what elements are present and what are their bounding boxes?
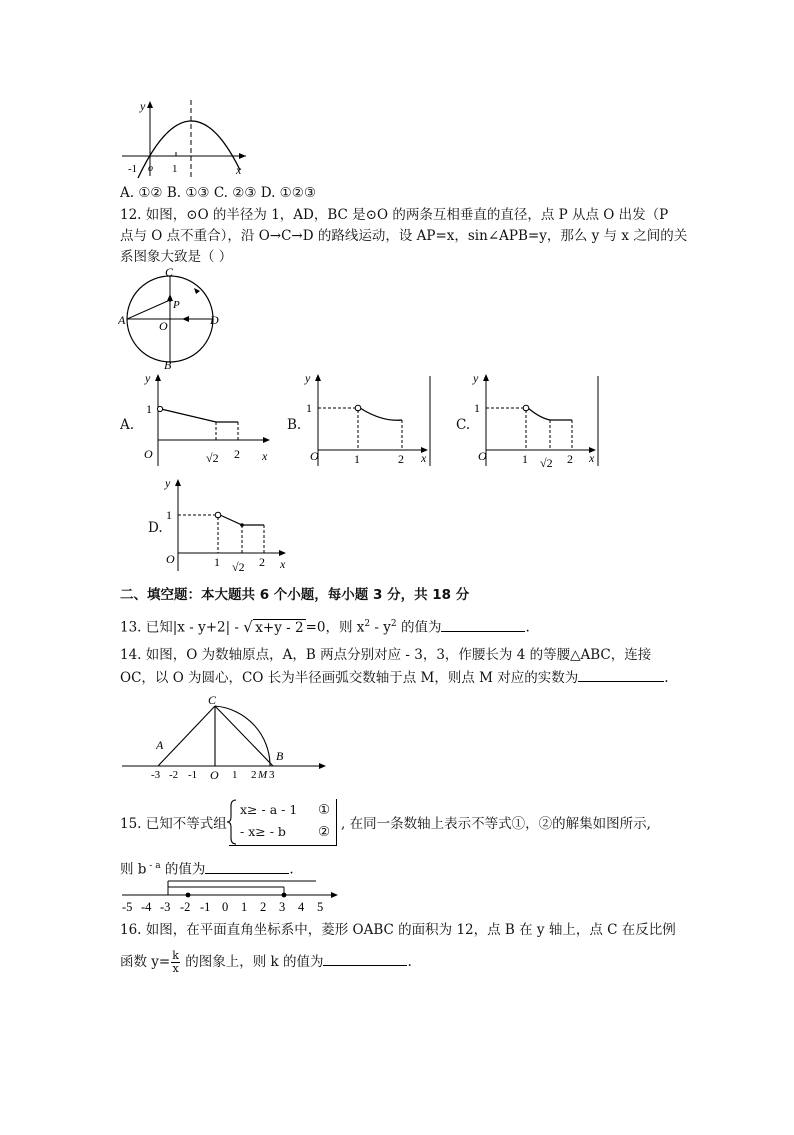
q13-sup2: 2: [390, 619, 397, 629]
q14-line2: [120, 667, 669, 688]
q11-tick-1: 1: [172, 163, 178, 175]
q14-label-C: C: [208, 693, 217, 707]
q12-A-one: 1: [146, 402, 152, 416]
q14-tick-2: 2: [251, 769, 257, 781]
q12-B-y: y: [305, 371, 311, 385]
q15-number-line: [118, 877, 343, 917]
section2-heading: 二、填空题：本大题共 6 个小题，每小题 3 分，共 18 分: [120, 587, 470, 603]
q13-sqrt: √ x+y - 2: [243, 617, 304, 636]
q12-A-x: x: [262, 449, 268, 463]
q11-origin: o: [148, 163, 153, 174]
q12-choice-B-graph: [300, 370, 440, 470]
q12-label-O: O: [159, 319, 168, 333]
q13-pre: 13. 已知|x - y+2| -: [120, 619, 244, 636]
q15-axis-2: 2: [260, 900, 267, 914]
q14-tick--3: -3: [151, 769, 161, 781]
q13-mid2: - y: [370, 619, 391, 636]
q15-c2: ②: [318, 824, 331, 840]
q15-axis-0: 0: [222, 900, 229, 914]
q16-end: .: [407, 954, 412, 970]
q12-D-one: 1: [166, 508, 172, 522]
q12-line2: 点与 O 点不重合），沿 O→C→D 的路线运动，设 AP=x，sin∠APB=y，那么 y 与 x 之间的关: [120, 228, 688, 244]
q16-answer-blank[interactable]: [323, 951, 407, 966]
q13-end: .: [525, 619, 530, 636]
q12-D-O: O: [166, 552, 175, 566]
q12-B-O: O: [310, 449, 319, 463]
q15-line2: [120, 856, 294, 880]
q12-C-one: 1: [474, 401, 480, 415]
q12-line1: 12. 如图，⊙O 的半径为 1，AD，BC 是⊙O 的两条互相垂直的直径，点 P 从点 O 出发（P: [120, 207, 669, 223]
q14-line1: 14. 如图，O 为数轴原点，A，B 两点分别对应 - 3，3，作腰长为 4 的等腰△ABC，连接: [120, 647, 652, 663]
q16-line1: 16. 如图，在平面直角坐标系中，菱形 OABC 的面积为 12，点 B 在 y 轴上，点 C 在反比例: [120, 922, 676, 938]
q11-x-label: x: [236, 163, 242, 177]
q12-D-t3: 2: [259, 555, 265, 569]
q12-label-A: A: [118, 313, 126, 327]
q12-D-t1: 1: [214, 555, 220, 569]
q15-axis-1: 1: [241, 900, 248, 914]
q15-post: , 在同一条数轴上表示不等式①，②的解集如图所示,: [341, 816, 651, 832]
q12-label-B: B: [164, 358, 172, 370]
q12-C-x: x: [589, 451, 595, 465]
q12-choice-A-label: A.: [120, 417, 135, 433]
q13-mid: =0，则 x: [305, 619, 365, 636]
q16-num: k: [172, 949, 179, 962]
q15-c1: ①: [318, 802, 331, 818]
q15-axis-5: 5: [317, 900, 324, 914]
q12-choice-C-graph: [468, 370, 608, 470]
q12-C-t2: √2: [540, 456, 553, 470]
q11-parabola-graph: [118, 98, 250, 180]
q12-B-t1: 1: [354, 452, 360, 466]
q12-label-D: D: [210, 313, 219, 327]
q12-A-t2: 2: [234, 447, 240, 461]
q14-answer-blank[interactable]: [578, 667, 664, 682]
q15-axis-4: 4: [298, 900, 305, 914]
q12-C-O: O: [478, 449, 487, 463]
q12-B-t2: 2: [398, 452, 404, 466]
q13-post: 的值为: [396, 619, 442, 636]
q15-line2-post: 的值为: [160, 861, 206, 878]
q16-pre: 函数 y=: [120, 954, 171, 970]
q12-line3: 系图象大致是（ ）: [120, 249, 233, 265]
q13-line: [120, 614, 530, 638]
q14-figure: [118, 692, 333, 782]
q14-line2-text: OC，以 O 为圆心，CO 长为半径画弧交数轴于点 M，则点 M 对应的实数为: [120, 670, 579, 686]
q13-answer-blank[interactable]: [441, 617, 525, 632]
q12-A-y: y: [145, 371, 151, 385]
q12-circle-figure: [118, 266, 228, 370]
q15-answer-blank[interactable]: [205, 859, 289, 874]
q12-choice-C-label: C.: [456, 417, 471, 433]
q12-B-x: x: [421, 451, 427, 465]
q15-axis-3: 3: [279, 900, 286, 914]
q12-D-x: x: [280, 557, 286, 571]
q14-label-M: M: [258, 769, 268, 781]
q14-tick--2: -2: [169, 769, 179, 781]
q12-C-t3: 2: [567, 452, 573, 466]
q13-radicand: x+y - 2: [255, 619, 304, 636]
q15-axis--1: -1: [200, 900, 211, 914]
q13-sup1: 2: [364, 619, 371, 629]
q12-A-t1: √2: [206, 451, 219, 465]
q14-end: .: [664, 670, 669, 686]
q12-A-O: O: [144, 447, 153, 461]
q12-C-t1: 1: [522, 452, 528, 466]
q12-B-one: 1: [306, 401, 312, 415]
q16-line2: [120, 950, 412, 975]
q15-pre: 15. 已知不等式组: [120, 816, 227, 832]
q12-choice-B-label: B.: [287, 417, 302, 433]
q11-options: A. ①② B. ①③ C. ②③ D. ①②③: [120, 185, 316, 201]
q12-D-y: y: [165, 476, 171, 490]
q16-fraction: [171, 950, 180, 975]
q16-post: 的图象上，则 k 的值为: [180, 954, 324, 970]
q12-choice-A-graph: [140, 370, 275, 470]
q15-line2-sup: - a: [146, 861, 161, 871]
q15-axis--4: -4: [141, 900, 152, 914]
q12-choice-D-label: D.: [148, 520, 163, 536]
q12-D-t2: √2: [232, 560, 245, 574]
q15-end: .: [289, 861, 294, 878]
q11-y-label: y: [140, 99, 146, 113]
q11-tick-minus1: -1: [128, 163, 138, 175]
q16-den: x: [172, 962, 179, 975]
q15-line2-pre: 则 b: [120, 861, 147, 878]
q15-ineq2: - x≥ - b: [240, 824, 286, 839]
q15-axis--2: -2: [180, 900, 191, 914]
q12-C-y: y: [473, 371, 479, 385]
q15-ineq1: x≥ - a - 1: [240, 802, 298, 817]
q15-axis--5: -5: [122, 900, 133, 914]
q12-choice-D-graph: [160, 475, 295, 575]
q14-label-O: O: [210, 768, 219, 782]
q15-axis--3: -3: [160, 900, 171, 914]
q12-label-P: P: [173, 299, 180, 311]
q14-label-A: A: [156, 738, 164, 752]
q14-label-B: B: [276, 749, 284, 763]
q12-label-C: C: [165, 266, 174, 279]
q14-tick-3: 3: [269, 769, 275, 781]
q14-tick-1: 1: [232, 769, 238, 781]
q14-tick--1: -1: [188, 769, 198, 781]
